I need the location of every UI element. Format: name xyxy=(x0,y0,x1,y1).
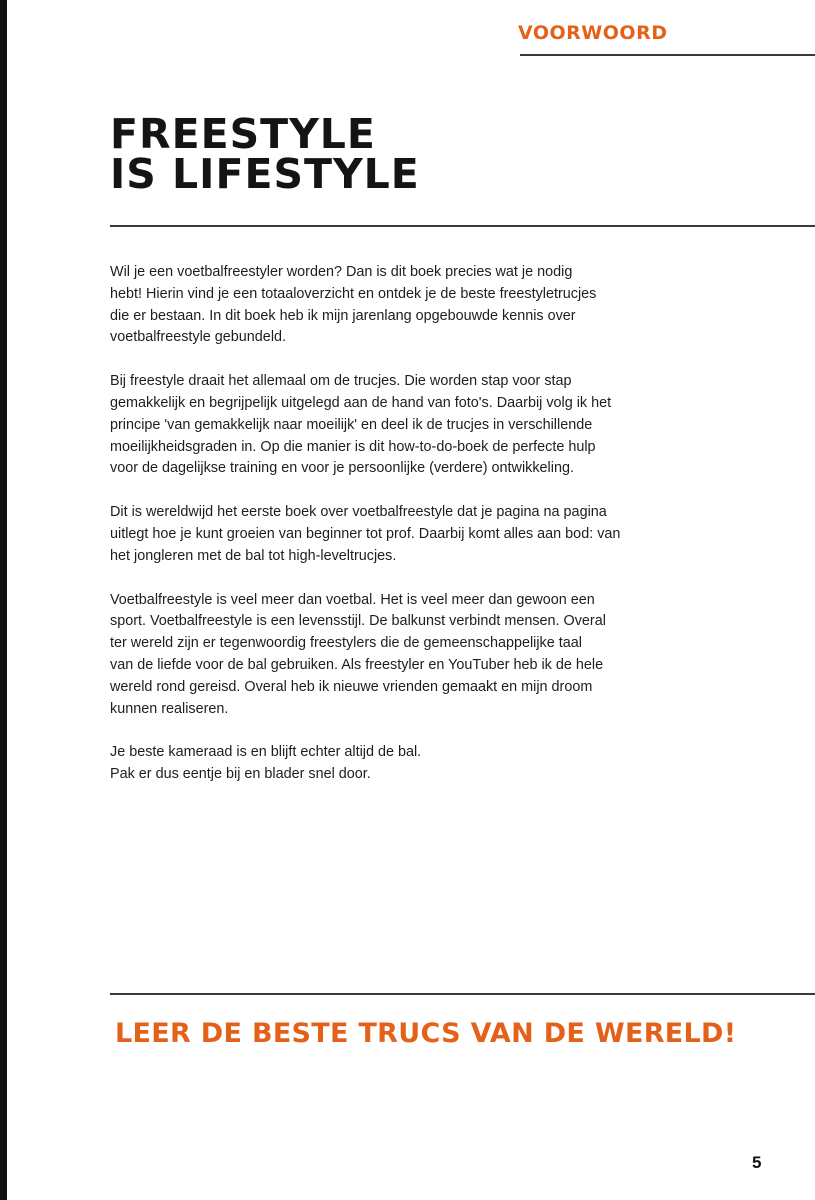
title-divider xyxy=(110,225,815,227)
text-line: ter wereld zijn er tegenwoordig freestylers die de gemeenschappelijke taal xyxy=(110,635,582,652)
paragraph-5 xyxy=(110,742,710,786)
text-line: die er bestaan. In dit boek heb ik mijn jarenlang opgebouwde kennis over xyxy=(110,307,576,324)
text-line: Bij freestyle draait het allemaal om de trucjes. Die worden stap voor stap xyxy=(110,373,572,390)
text-line: het jongleren met de bal tot high-leveltrucjes. xyxy=(110,547,397,564)
text-line: wereld rond gereisd. Overal heb ik nieuwe vrienden gemaakt en mijn droom xyxy=(110,678,593,695)
text-line: sport. Voetbalfreestyle is een levensstijl. De balkunst verbindt mensen. Overal xyxy=(110,613,606,630)
page-title-line-2: IS LIFESTYLE xyxy=(110,150,420,198)
page-title xyxy=(110,110,420,198)
text-line: voetbalfreestyle gebundeld. xyxy=(110,329,287,346)
tagline: LEER DE BESTE TRUCS VAN DE WERELD! xyxy=(115,1018,737,1049)
paragraph-4 xyxy=(110,590,710,721)
paragraph-2 xyxy=(110,371,710,480)
text-line: Pak er dus eentje bij en blader snel door. xyxy=(110,766,371,783)
text-line: gemakkelijk en begrijpelijk uitgelegd aan de hand van foto's. Daarbij volg ik het xyxy=(110,394,612,411)
footer-divider xyxy=(110,993,815,995)
header-divider xyxy=(520,54,815,56)
paragraph-3 xyxy=(110,502,710,567)
text-line: hebt! Hierin vind je een totaaloverzicht en ontdek je de beste freestyletrucjes xyxy=(110,285,597,302)
text-line: Voetbalfreestyle is veel meer dan voetbal. Het is veel meer dan gewoon een xyxy=(110,591,595,608)
section-label: VOORWOORD xyxy=(518,22,668,44)
text-line: uitlegt hoe je kunt groeien van beginner tot prof. Daarbij komt alles aan bod: van xyxy=(110,525,621,542)
text-line: Dit is wereldwijd het eerste boek over voetbalfreestyle dat je pagina na pagina xyxy=(110,504,607,521)
book-spine-edge xyxy=(0,0,7,1200)
paragraph-1 xyxy=(110,262,710,349)
body-text xyxy=(110,262,710,808)
page-number: 5 xyxy=(752,1153,762,1172)
text-line: kunnen realiseren. xyxy=(110,700,229,717)
text-line: Je beste kameraad is en blijft echter altijd de bal. xyxy=(110,744,422,761)
text-line: Wil je een voetbalfreestyler worden? Dan is dit boek precies wat je nodig xyxy=(110,264,573,280)
text-line: van de liefde voor de bal gebruiken. Als freestyler en YouTuber heb ik de hele xyxy=(110,656,604,673)
text-line: voor de dagelijkse training en voor je persoonlijke (verdere) ontwikkeling. xyxy=(110,460,574,477)
text-line: principe 'van gemakkelijk naar moeilijk' en deel ik de trucjes in verschillende xyxy=(110,416,593,433)
text-line: moeilijkheidsgraden in. Op die manier is dit how-to-do-boek de perfecte hulp xyxy=(110,438,596,455)
page-title-line-1: FREESTYLE xyxy=(110,110,376,158)
